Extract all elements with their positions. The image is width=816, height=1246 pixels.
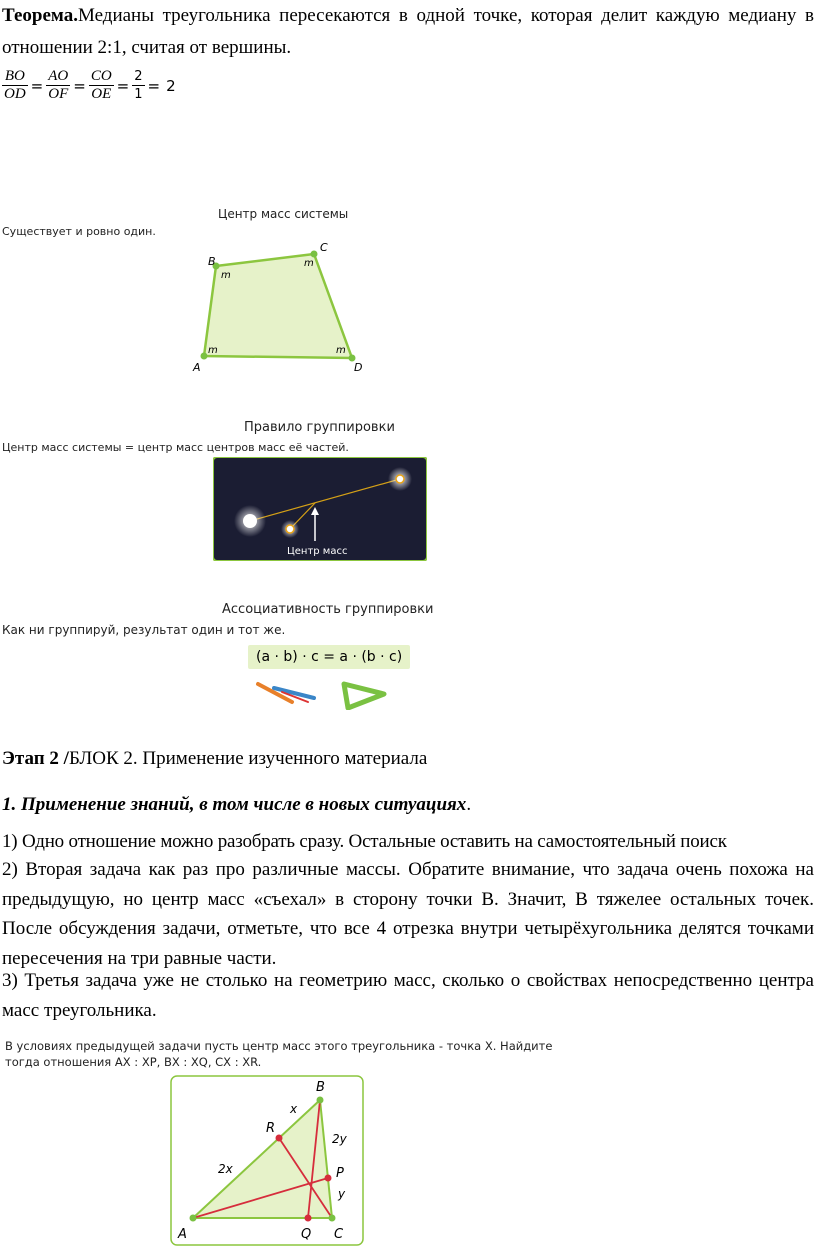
stage-heading bbox=[2, 745, 427, 773]
point-p-label: P bbox=[336, 1166, 344, 1181]
point-q-label: Q bbox=[301, 1227, 312, 1242]
triangle-diagram bbox=[170, 1075, 365, 1246]
vertex-c-label: C bbox=[334, 1227, 344, 1242]
center-of-mass-label: Центр масс bbox=[287, 546, 348, 557]
mass-label-b: m bbox=[221, 270, 231, 281]
point-r-label: R bbox=[266, 1121, 276, 1136]
slide2-subtitle: Центр масс системы = центр масс центров масс её частей. bbox=[2, 441, 349, 454]
ratio-result: 2 bbox=[166, 76, 176, 95]
mass-label-d: m bbox=[336, 345, 346, 356]
list-item: 1) Одно отношение можно разобрать сразу. Остальные оставить на самостоятельный поиск bbox=[2, 831, 727, 852]
theorem-text: Медианы треугольника пересекаются в одной точке, которая делит каждую медиану в отношении 2:1, считая от вершины. bbox=[2, 5, 814, 58]
grouping-rule-diagram bbox=[213, 457, 427, 561]
list-item: 3) Третья задача уже не столько на геометрию масс, сколько о свойствах непосредственно центра масс треугольника. bbox=[2, 970, 814, 1021]
slide3-subtitle: Как ни группируй, результат один и тот же. bbox=[2, 623, 286, 637]
mass-label-a: m bbox=[208, 345, 218, 356]
segment-2y-label: 2y bbox=[332, 1132, 347, 1146]
pens-icon bbox=[252, 680, 322, 708]
mass-label-c: m bbox=[304, 258, 314, 269]
quadrilateral-diagram bbox=[180, 238, 380, 378]
segment-2x-label: 2x bbox=[218, 1162, 233, 1176]
slide1-title: Центр масс системы bbox=[218, 207, 349, 221]
segment-x-label: x bbox=[290, 1102, 298, 1116]
slide2-title: Правило группировки bbox=[244, 420, 395, 435]
problem-line2: тогда отношения AX : XP, BX : XQ, CX : XR. bbox=[5, 1055, 262, 1069]
slide1-subtitle: Существует и ровно один. bbox=[2, 225, 156, 238]
theorem-paragraph bbox=[2, 0, 814, 64]
segment-y-label: y bbox=[338, 1187, 346, 1201]
vertex-d-label: D bbox=[354, 361, 363, 374]
associativity-formula: (a · b) · c = a · (b · c) bbox=[248, 645, 410, 669]
stage-bold: Этап 2 / bbox=[2, 748, 69, 769]
vertex-b-label: B bbox=[316, 1080, 325, 1095]
vertex-a-label: A bbox=[178, 1227, 187, 1242]
slide3-title: Ассоциативность группировки bbox=[222, 602, 434, 617]
problem-line1: В условиях предыдущей задачи пусть центр масс этого треугольника - точка X. Найдите bbox=[5, 1039, 553, 1053]
ratio-formula: $\frac{BO}{OD}$ = $\frac{AO}{OF}$ = $\frac{CO}{OE}$ = $\frac{2}{1}$ = 2 bbox=[4, 68, 176, 102]
vertex-c-label: C bbox=[320, 241, 328, 254]
fraction-co-oe: $\frac{CO}{OE}$ bbox=[90, 68, 112, 102]
section-heading: 1. Применение знаний, в том числе в новых ситуациях. bbox=[2, 794, 472, 815]
fraction-bo-od: $\frac{BO}{OD}$ bbox=[4, 68, 26, 102]
fraction-2-1: $\frac{2}{1}$ bbox=[134, 69, 143, 102]
triangle-ruler-icon bbox=[338, 680, 388, 710]
stage-text: БЛОК 2. Применение изученного материала bbox=[68, 748, 428, 769]
fraction-ao-of: $\frac{AO}{OF}$ bbox=[48, 68, 69, 102]
list-item: 2) Вторая задача как раз про различные массы. Обратите внимание, что задача очень похожа на предыдущую, но центр масс «съехал» в сторону точки B. Значит, B тяжелее остальных точек. После обсуждения задачи, отметьте, что все 4 отрезка внутри четырёхугольника делятся точками пересечения на три равные части. bbox=[2, 859, 814, 969]
vertex-a-label: A bbox=[193, 361, 201, 374]
vertex-b-label: B bbox=[208, 255, 216, 268]
section-heading-text: 1. Применение знаний, в том числе в новых ситуациях bbox=[2, 794, 467, 815]
theorem-label: Теорема. bbox=[2, 5, 78, 26]
